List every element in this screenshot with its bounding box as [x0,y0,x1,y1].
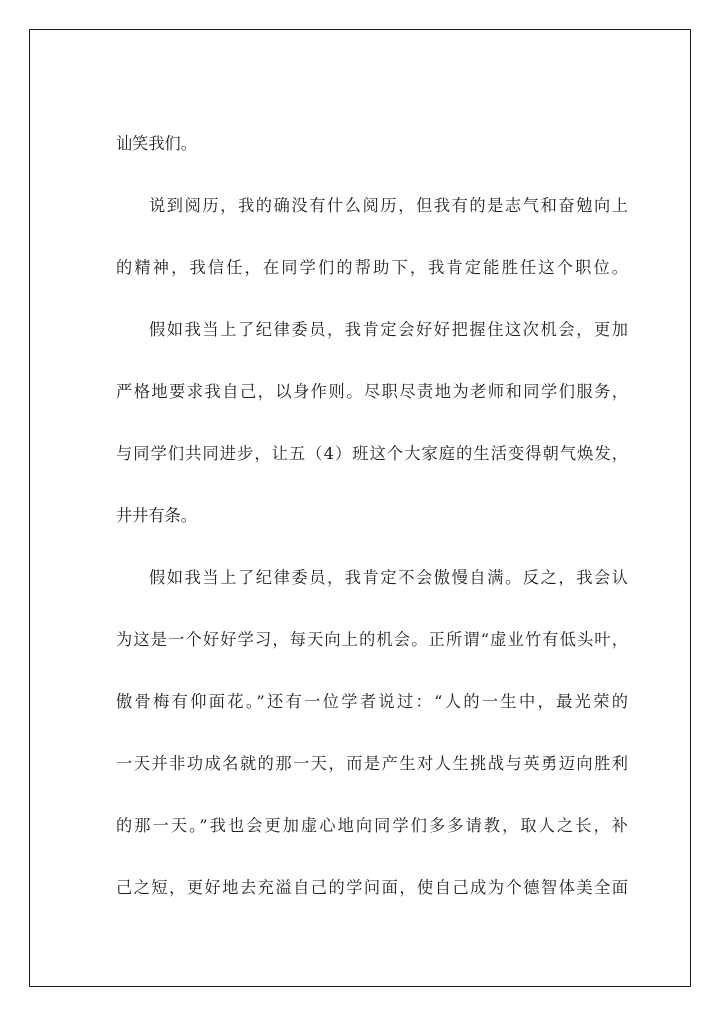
text-line: 傲骨梅有仰面花。”还有一位学者说过：“人的一生中，最光荣的 [116,692,628,711]
text-line: 假如我当上了纪律委员，我肯定不会傲慢自满。反之，我会认 [149,568,628,587]
text-line: 讪笑我们。 [116,134,197,153]
text-line: 严格地要求我自己，以身作则。尽职尽责地为老师和同学们服务， [116,382,628,401]
text-line: 井井有条。 [116,506,197,525]
document-page [29,29,691,987]
text-line: 己之短，更好地去充溢自己的学问面，使自己成为个德智体美全面 [116,878,628,897]
text-line: 的精神，我信任，在同学们的帮助下，我肯定能胜任这个职位。 [116,258,628,277]
text-line: 一天并非功成名就的那一天，而是产生对人生挑战与英勇迈向胜利 [116,754,628,773]
text-line: 说到阅历，我的确没有什么阅历，但我有的是志气和奋勉向上 [149,196,628,215]
text-line: 为这是一个好好学习，每天向上的机会。正所谓“虚业竹有低头叶， [116,630,628,649]
text-line: 与同学们共同进步，让五（4）班这个大家庭的生活变得朝气焕发， [116,444,628,463]
text-line: 假如我当上了纪律委员，我肯定会好好把握住这次机会，更加 [149,320,628,339]
text-line: 的那一天。”我也会更加虚心地向同学们多多请教，取人之长，补 [116,816,628,835]
